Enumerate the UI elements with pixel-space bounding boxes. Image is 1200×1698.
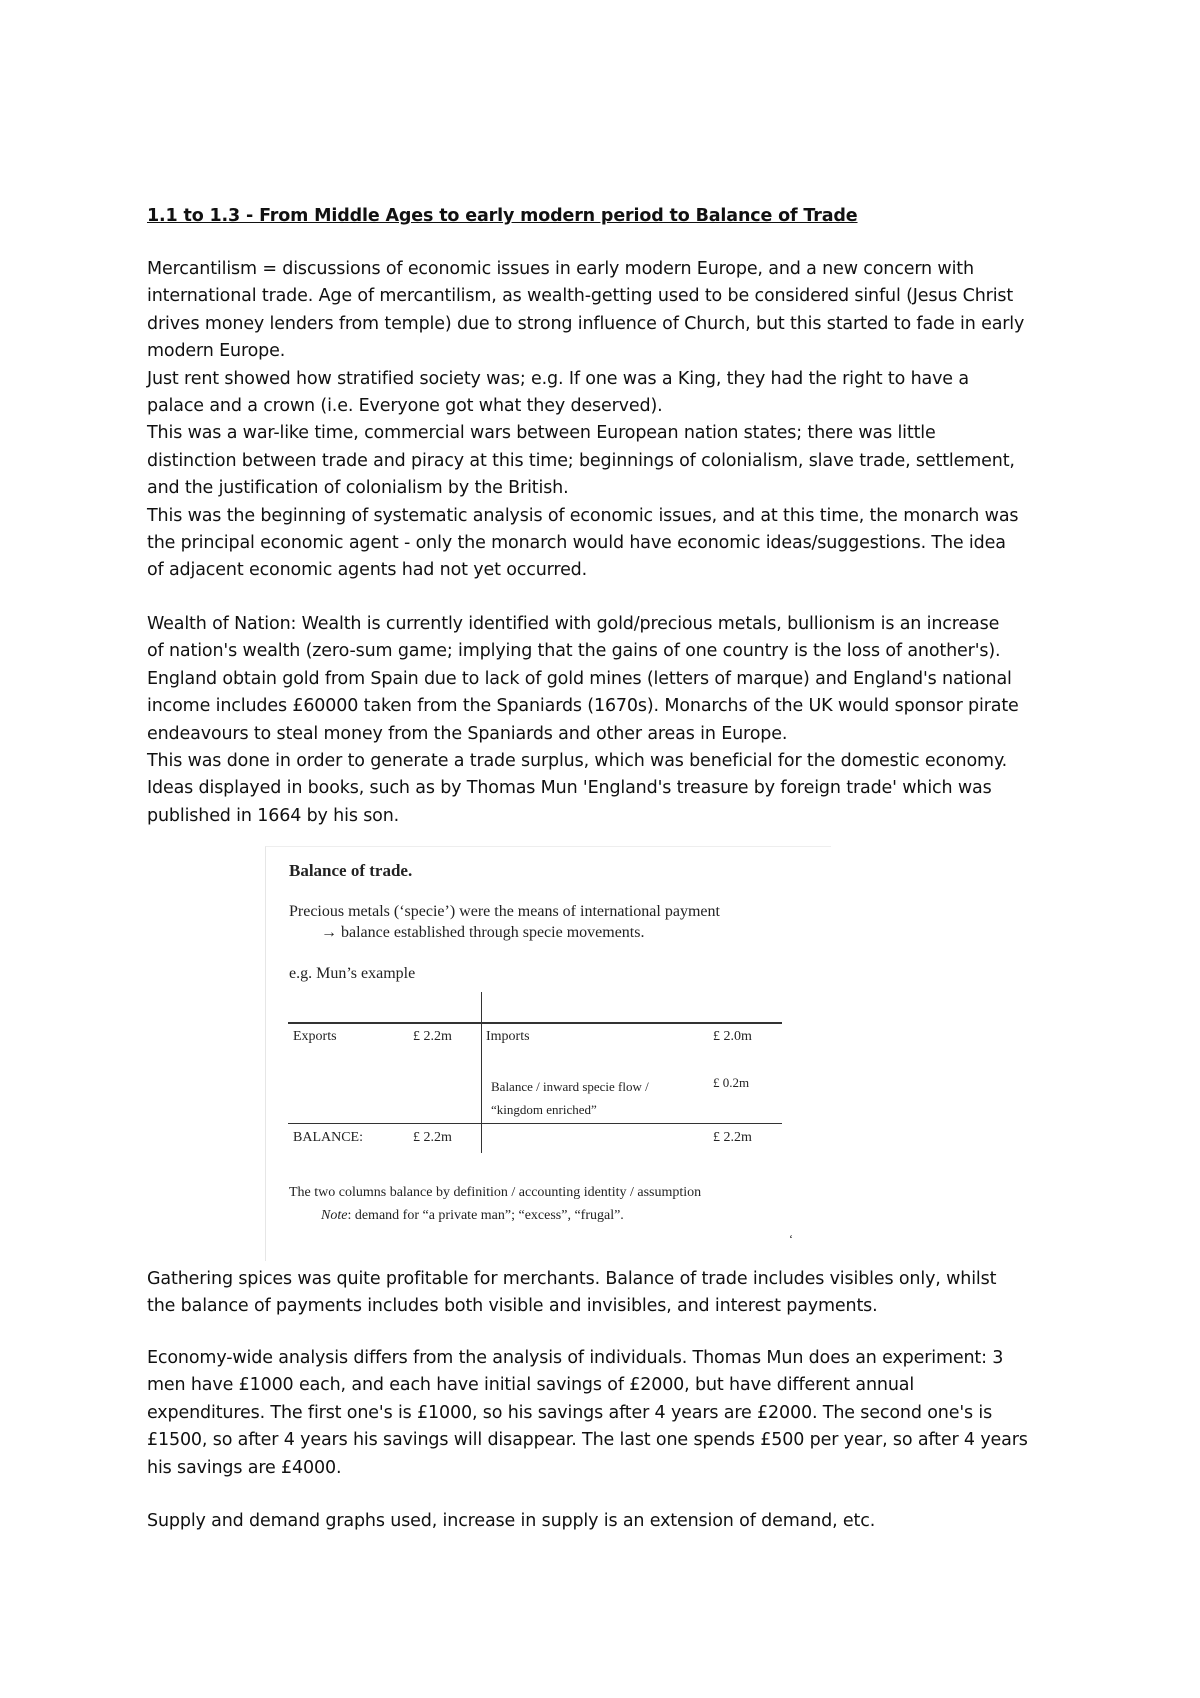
text-line: Supply and demand graphs used, increase in supply is an extension of demand, etc. xyxy=(147,1511,876,1531)
wealth-of-nation-section xyxy=(147,611,1067,830)
exports-label: Exports xyxy=(293,1029,337,1044)
table-top-rule xyxy=(288,1022,782,1024)
figure-footnote: The two columns balance by definition / accounting identity / assumption xyxy=(289,1185,702,1200)
text-line: his savings are £4000. xyxy=(147,1457,342,1478)
figure-title: Balance of trade. xyxy=(289,861,413,880)
text-line: This was the beginning of systematic analysis of economic issues, and at this time, the monarch was xyxy=(147,505,1019,526)
text-line: £1500, so after 4 years his savings will disappear. The last one spends £500 per year, so after 4 years xyxy=(147,1430,1028,1451)
balance-note-value: £ 0.2m xyxy=(713,1075,750,1090)
figure-mark: ‘ xyxy=(789,1232,793,1246)
text-line: Just rent showed how stratified society was; e.g. If one was a King, they had the right to have a xyxy=(147,368,969,389)
table-vertical-rule xyxy=(481,992,482,1153)
balance-label: BALANCE: xyxy=(293,1130,363,1145)
figure-footnote xyxy=(321,1208,624,1224)
mercantilism-section xyxy=(147,256,1067,585)
text-line: income includes £60000 taken from the Spaniards (1670s). Monarchs of the UK would sponsor pirate xyxy=(147,696,1019,717)
table-bottom-rule xyxy=(288,1123,782,1124)
text-line: Ideas displayed in books, such as by Thomas Mun 'England's treasure by foreign trade' which was xyxy=(147,778,992,799)
text-line: the balance of payments includes both visible and invisibles, and interest payments. xyxy=(147,1296,878,1317)
balance-note: “kingdom enriched” xyxy=(491,1102,597,1117)
figure-text: Precious metals (‘specie’) were the means of international payment xyxy=(289,903,720,920)
text-line: expenditures. The first one's is £1000, so his savings after 4 years are £2000. The second one's is xyxy=(147,1402,993,1423)
text-line: of nation's wealth (zero-sum game; implying that the gains of one country is the loss of another's). xyxy=(147,641,1001,662)
text-line: Economy-wide analysis differs from the analysis of individuals. Thomas Mun does an experiment: 3 xyxy=(147,1348,1004,1368)
figure-example-label: e.g. Mun’s example xyxy=(289,965,416,982)
text-line: of adjacent economic agents had not yet occurred. xyxy=(147,560,588,581)
text-line: Gathering spices was quite profitable for merchants. Balance of trade includes visibles only, whilst xyxy=(147,1269,997,1289)
figure-text: → balance established through specie movements. xyxy=(321,924,645,941)
balance-of-trade-figure xyxy=(265,846,831,1261)
balance-note: Balance / inward specie flow / xyxy=(491,1079,649,1094)
text-line: Mercantilism = discussions of economic issues in early modern Europe, and a new concern with xyxy=(147,259,974,279)
section-heading: 1.1 to 1.3 - From Middle Ages to early modern period to Balance of Trade xyxy=(147,206,858,226)
text-line: England obtain gold from Spain due to lack of gold mines (letters of marque) and England's national xyxy=(147,668,1012,689)
note-label: Note xyxy=(321,1208,348,1223)
text-line: international trade. Age of mercantilism, as wealth-getting used to be considered sinful (Jesus Christ xyxy=(147,286,1014,307)
economy-wide-section xyxy=(147,1345,1067,1482)
text-line: published in 1664 by his son. xyxy=(147,805,400,826)
imports-value: £ 2.0m xyxy=(713,1029,752,1044)
balance-right-value: £ 2.2m xyxy=(713,1130,752,1145)
exports-value: £ 2.2m xyxy=(413,1029,452,1044)
text-line: distinction between trade and piracy at this time; beginnings of colonialism, slave trade, settlement, xyxy=(147,450,1015,471)
text-line: drives money lenders from temple) due to strong influence of Church, but this started to fade in early xyxy=(147,313,1025,334)
imports-label: Imports xyxy=(486,1029,530,1044)
text-line: and the justification of colonialism by the British. xyxy=(147,478,569,499)
note-text: : demand for “a private man”; “excess”, “frugal”. xyxy=(347,1208,624,1223)
text-line: This was a war-like time, commercial wars between European nation states; there was little xyxy=(147,423,936,444)
balance-left-value: £ 2.2m xyxy=(413,1130,452,1145)
text-line: This was done in order to generate a trade surplus, which was beneficial for the domestic economy. xyxy=(147,751,1008,772)
text-line: modern Europe. xyxy=(147,341,286,362)
spices-section xyxy=(147,1266,1067,1321)
text-line: Wealth of Nation: Wealth is currently identified with gold/precious metals, bullionism is an increase xyxy=(147,614,1000,634)
text-line: endeavours to steal money from the Spaniards and other areas in Europe. xyxy=(147,723,788,744)
text-line: palace and a crown (i.e. Everyone got what they deserved). xyxy=(147,396,663,417)
text-line: the principal economic agent - only the monarch would have economic ideas/suggestions. The idea xyxy=(147,533,1006,554)
text-line: men have £1000 each, and each have initial savings of £2000, but have different annual xyxy=(147,1375,915,1396)
supply-demand-section xyxy=(147,1508,1067,1535)
